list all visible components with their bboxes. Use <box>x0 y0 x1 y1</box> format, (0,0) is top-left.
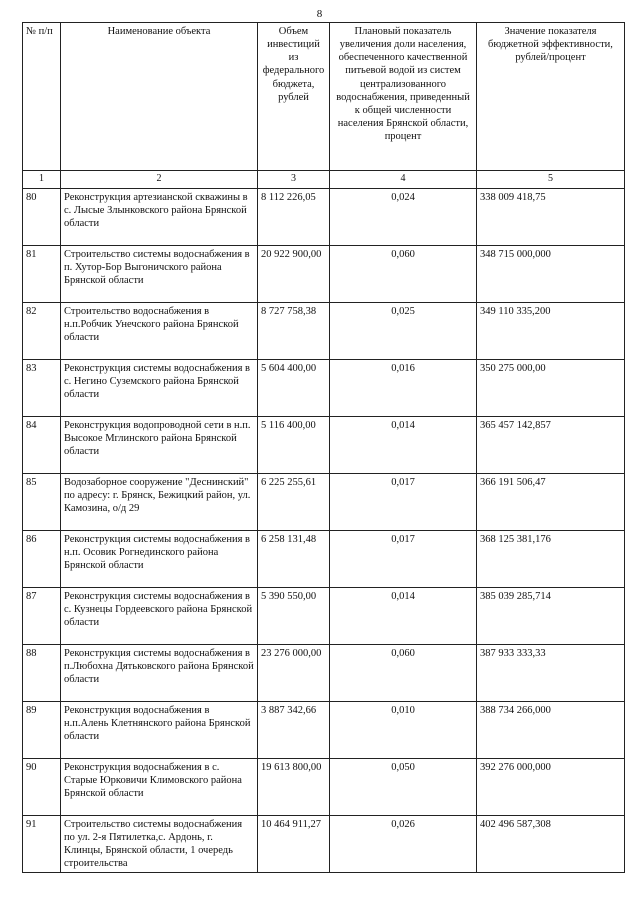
row-number: 80 <box>23 188 61 245</box>
investment-amount: 6 225 255,61 <box>258 473 330 530</box>
efficiency-value: 368 125 381,176 <box>477 530 625 587</box>
table-row <box>23 473 625 530</box>
table-body <box>23 188 625 873</box>
efficiency-value: 349 110 335,200 <box>477 302 625 359</box>
object-name: Строительство системы водоснабжения по ул. 2-я Пятилетка,с. Ардонь, г. Клинцы, Брянской области, 1 очередь строительства <box>61 815 258 873</box>
investment-amount: 10 464 911,27 <box>258 815 330 873</box>
efficiency-value: 402 496 587,308 <box>477 815 625 873</box>
efficiency-value: 350 275 000,00 <box>477 359 625 416</box>
header-efficiency: Значение показателя бюджетной эффективности, рублей/процент <box>477 23 625 171</box>
row-number: 83 <box>23 359 61 416</box>
efficiency-value: 392 276 000,000 <box>477 758 625 815</box>
planned-indicator: 0,016 <box>330 359 477 416</box>
table-row <box>23 644 625 701</box>
investment-amount: 3 887 342,66 <box>258 701 330 758</box>
table-row <box>23 416 625 473</box>
row-number: 90 <box>23 758 61 815</box>
planned-indicator: 0,050 <box>330 758 477 815</box>
investment-amount: 6 258 131,48 <box>258 530 330 587</box>
efficiency-value: 365 457 142,857 <box>477 416 625 473</box>
efficiency-value: 388 734 266,000 <box>477 701 625 758</box>
planned-indicator: 0,014 <box>330 587 477 644</box>
object-name: Реконструкция системы водоснабжения в н.п. Осовик Рогнединского района Брянской области <box>61 530 258 587</box>
object-name: Реконструкция водопроводной сети в н.п. Высокое Мглинского района Брянской области <box>61 416 258 473</box>
object-name: Реконструкция системы водоснабжения в с. Негино Суземского района Брянской области <box>61 359 258 416</box>
investment-amount: 8 112 226,05 <box>258 188 330 245</box>
row-number: 82 <box>23 302 61 359</box>
investment-table <box>22 22 625 873</box>
investment-amount: 5 604 400,00 <box>258 359 330 416</box>
column-number: 5 <box>477 171 625 189</box>
header-investment: Объем инвестиций из федерального бюджета, рублей <box>258 23 330 171</box>
column-number: 2 <box>61 171 258 189</box>
investment-amount: 20 922 900,00 <box>258 245 330 302</box>
column-number: 3 <box>258 171 330 189</box>
table-row <box>23 359 625 416</box>
investment-amount: 8 727 758,38 <box>258 302 330 359</box>
table-row <box>23 587 625 644</box>
table-row <box>23 188 625 245</box>
column-number: 1 <box>23 171 61 189</box>
row-number: 84 <box>23 416 61 473</box>
row-number: 91 <box>23 815 61 873</box>
planned-indicator: 0,014 <box>330 416 477 473</box>
planned-indicator: 0,060 <box>330 245 477 302</box>
object-name: Реконструкция системы водоснабжения в п.Любохна Дятьковского района Брянской области <box>61 644 258 701</box>
table-row <box>23 701 625 758</box>
planned-indicator: 0,017 <box>330 473 477 530</box>
table-row <box>23 758 625 815</box>
row-number: 85 <box>23 473 61 530</box>
investment-amount: 23 276 000,00 <box>258 644 330 701</box>
planned-indicator: 0,025 <box>330 302 477 359</box>
efficiency-value: 338 009 418,75 <box>477 188 625 245</box>
table-row <box>23 530 625 587</box>
row-number: 86 <box>23 530 61 587</box>
table-row <box>23 245 625 302</box>
table-header-row <box>23 23 625 171</box>
planned-indicator: 0,010 <box>330 701 477 758</box>
object-name: Реконструкция водоснабжения в н.п.Алень Клетнянского района Брянской области <box>61 701 258 758</box>
page-number: 8 <box>316 8 323 20</box>
column-number: 4 <box>330 171 477 189</box>
planned-indicator: 0,017 <box>330 530 477 587</box>
investment-amount: 19 613 800,00 <box>258 758 330 815</box>
planned-indicator: 0,024 <box>330 188 477 245</box>
row-number: 88 <box>23 644 61 701</box>
header-name: Наименование объекта <box>61 23 258 171</box>
efficiency-value: 385 039 285,714 <box>477 587 625 644</box>
table-row <box>23 815 625 873</box>
object-name: Строительство системы водоснабжения в п. Хутор-Бор Выгоничского района Брянской области <box>61 245 258 302</box>
row-number: 89 <box>23 701 61 758</box>
efficiency-value: 387 933 333,33 <box>477 644 625 701</box>
row-number: 81 <box>23 245 61 302</box>
object-name: Реконструкция системы водоснабжения в с. Кузнецы Гордеевского района Брянской области <box>61 587 258 644</box>
table-row <box>23 302 625 359</box>
object-name: Строительство водоснабжения в н.п.Робчик Унечского района Брянской области <box>61 302 258 359</box>
header-num: № п/п <box>23 23 61 171</box>
investment-amount: 5 116 400,00 <box>258 416 330 473</box>
header-planned: Плановый показатель увеличения доли населения, обеспеченного качественной питьевой водой из систем централизованного водоснабжения, приведенный к общей численности населения Брянской области, процент <box>330 23 477 171</box>
efficiency-value: 366 191 506,47 <box>477 473 625 530</box>
planned-indicator: 0,060 <box>330 644 477 701</box>
column-number-row <box>23 171 625 189</box>
object-name: Водозаборное сооружение "Деснинский" по адресу: г. Брянск, Бежицкий район, ул. Камозина, о/д 29 <box>61 473 258 530</box>
object-name: Реконструкция артезианской скважины в с. Лысые Злынковского района Брянской области <box>61 188 258 245</box>
investment-amount: 5 390 550,00 <box>258 587 330 644</box>
planned-indicator: 0,026 <box>330 815 477 873</box>
object-name: Реконструкция водоснабжения в с. Старые Юрковичи Климовского района Брянской области <box>61 758 258 815</box>
efficiency-value: 348 715 000,000 <box>477 245 625 302</box>
row-number: 87 <box>23 587 61 644</box>
